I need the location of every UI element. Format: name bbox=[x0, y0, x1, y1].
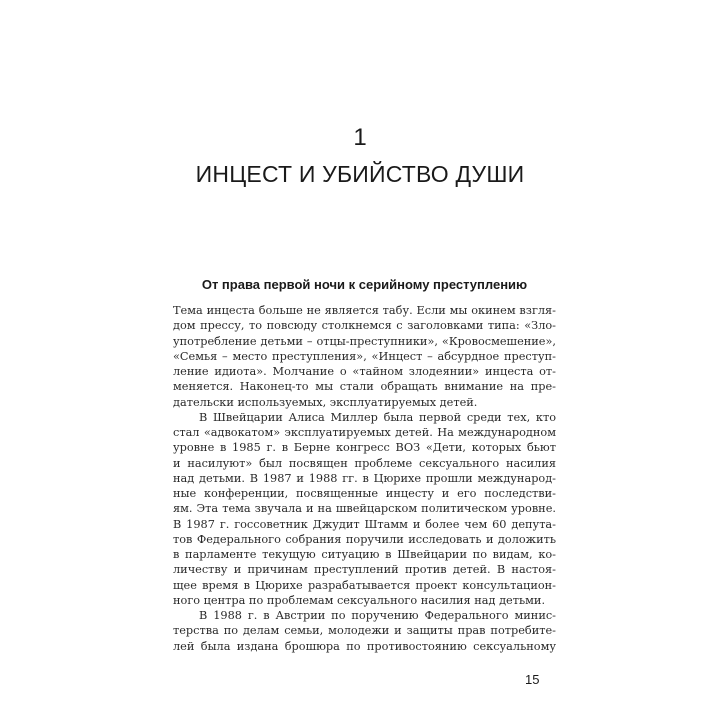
text-line: Тема инцеста больше не является табу. Если мы окинем взгля- bbox=[173, 304, 556, 317]
text-line: дом прессу, то повсюду столкнемся с заголовками типа: «Зло- bbox=[173, 319, 556, 333]
text-line: меняется. Наконец-то мы стали обращать внимание на пре- bbox=[173, 380, 556, 394]
text-line: и насилуют» был посвящен проблеме сексуального насилия bbox=[173, 456, 556, 470]
text-line: В Швейцарии Алиса Миллер была первой среди тех, кто bbox=[199, 410, 556, 424]
text-line: дательски используемых, эксплуатируемых детей. bbox=[173, 395, 478, 409]
text-line: В 1988 г. в Австрии по поручению Федерального минис- bbox=[199, 609, 556, 622]
page-number: 15 bbox=[525, 672, 540, 687]
body-text bbox=[173, 303, 556, 654]
chapter-number: 1 bbox=[353, 124, 367, 151]
text-line: стал «адвокатом» эксплуатируемых детей. На международном bbox=[173, 426, 556, 439]
text-line: ного центра по проблемам сексуального насилия над детьми. bbox=[173, 593, 546, 607]
section-title: От права первой ночи к серийному преступлению bbox=[201, 277, 528, 292]
text-line: лей была издана брошюра по противостоянию сексуальному bbox=[173, 639, 556, 653]
text-line: «Семья – место преступления», «Инцест – абсурдное преступ- bbox=[173, 349, 556, 363]
text-line: В 1987 г. госсоветник Джудит Штамм и более чем 60 депута- bbox=[173, 517, 556, 531]
text-line: ям. Эта тема звучала и на швейцарском политическом уровне. bbox=[173, 502, 556, 516]
text-line: щее время в Цюрихе разрабатывается проект консультацион- bbox=[173, 578, 556, 592]
text-line: уровне в 1985 г. в Берне конгресс ВОЗ «Дети, которых бьют bbox=[173, 441, 556, 455]
text-line: терства по делам семьи, молодежи и защиты прав потребите- bbox=[173, 624, 556, 638]
text-line: над детьми. В 1987 и 1988 гг. в Цюрихе прошли международ- bbox=[173, 471, 556, 485]
text-line: тов Федерального собрания поручили исследовать и доложить bbox=[173, 532, 556, 546]
text-line: личеству и причинам преступлений против детей. В настоя- bbox=[173, 563, 556, 577]
text-line: ные конференции, посвященные инцесту и его последстви- bbox=[173, 487, 556, 500]
chapter-title: ИНЦЕСТ И УБИЙСТВО ДУШИ bbox=[195, 161, 525, 187]
text-line: в парламенте текущую ситуацию в Швейцарии по видам, ко- bbox=[173, 548, 556, 561]
text-line: употребление детьми – отцы-преступники», «Кровосмешение», bbox=[173, 334, 556, 348]
text-line: ление идиота». Молчание о «тайном злодеянии» инцеста от- bbox=[173, 365, 556, 378]
